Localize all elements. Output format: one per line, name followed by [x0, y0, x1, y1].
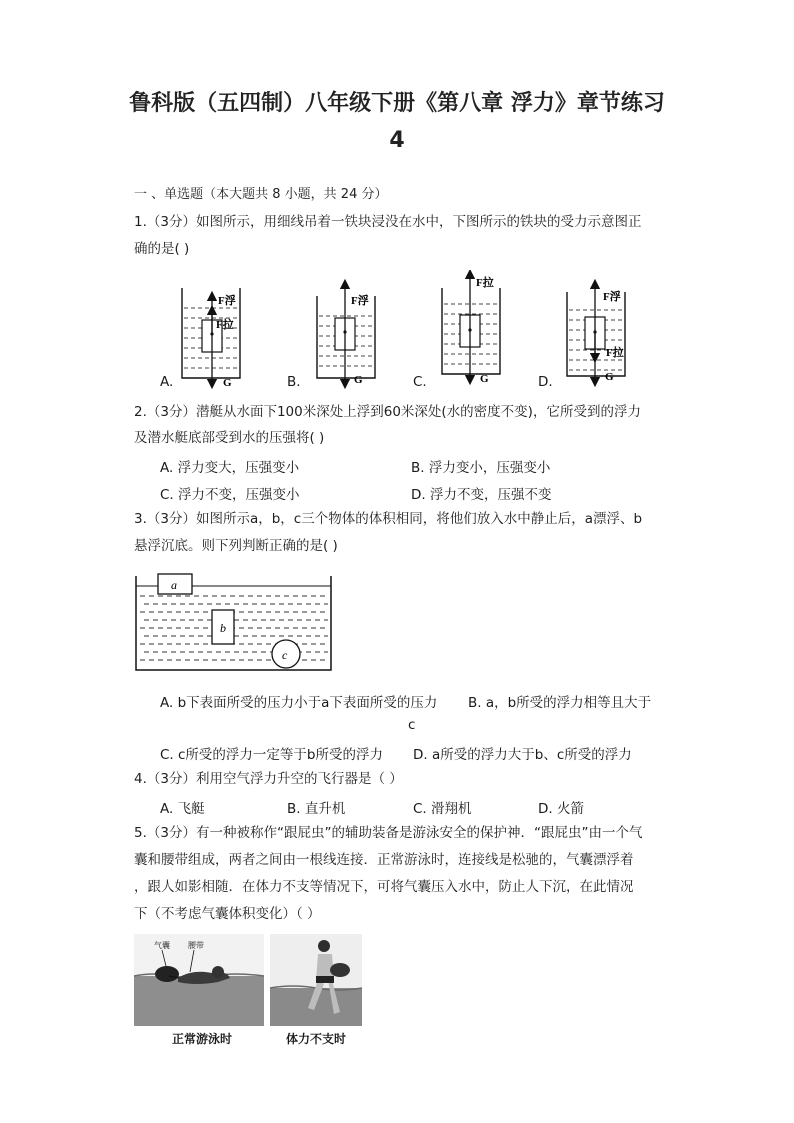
q1d-label-fpull: F拉 — [606, 347, 624, 359]
q1c-label-fpull: F拉 — [476, 277, 494, 289]
q5-caption-exhausted: 体力不支时 — [286, 1032, 347, 1046]
q2-option-a[interactable]: A. 浮力变大，压强变小 — [160, 460, 300, 476]
q4-option-d[interactable]: D. 火箭 — [538, 801, 584, 817]
q3-option-a[interactable]: A. b下表面所受的压力小于a下表面所受的压力 — [160, 695, 438, 711]
q2-stem-line2: 及潜水艇底部受到水的压强将( ) — [134, 430, 325, 446]
q1-option-c[interactable]: C. — [413, 374, 427, 390]
q1-diagram-d — [567, 284, 625, 383]
q5-stem-line3: ，跟人如影相随．在体力不支等情况下，可将气囊压入水中，防止人下沉，在此情况 — [134, 879, 634, 895]
q2-stem-line1: 2.（3分）潜艇从水面下100米深处上浮到60米深处(水的密度不变)，它所受到的浮力 — [134, 404, 641, 420]
q5-photo-swimming — [134, 934, 264, 1026]
q2-option-d[interactable]: D. 浮力不变，压强不变 — [411, 487, 552, 503]
q1-diagram-a — [182, 288, 240, 389]
q2-option-c[interactable]: C. 浮力不变，压强变小 — [160, 487, 300, 503]
q1c-label-g: G — [480, 373, 489, 385]
q1-diagram-b — [317, 284, 375, 386]
q1a-label-fbuoy: F浮 — [218, 295, 236, 307]
q1-option-b[interactable]: B. — [287, 374, 301, 390]
q3-option-b[interactable]: B. a，b所受的浮力相等且大于 — [468, 695, 652, 711]
q3-stem-line2: 悬浮沉底。则下列判断正确的是( ) — [134, 538, 338, 554]
q1-stem-line1: 1.（3分）如图所示，用细线吊着一铁块浸没在水中，下图所示的铁块的受力示意图正 — [134, 214, 642, 230]
q4-option-b[interactable]: B. 直升机 — [287, 801, 346, 817]
q1-figure — [150, 270, 650, 395]
q2-option-b[interactable]: B. 浮力变小，压强变小 — [411, 460, 551, 476]
q3-label-b: b — [220, 621, 226, 635]
page-title: 鲁科版（五四制）八年级下册《第八章 浮力》章节练习 — [129, 91, 665, 116]
q5-caption-normal: 正常游泳时 — [172, 1032, 233, 1046]
q1-diagram-c — [442, 274, 500, 385]
q3-label-c: c — [282, 648, 288, 662]
q4-option-a[interactable]: A. 飞艇 — [160, 801, 205, 817]
q3-option-d[interactable]: D. a所受的浮力大于b、c所受的浮力 — [413, 747, 632, 763]
section-header: 一 、单选题（本大题共 8 小题，共 24 分） — [134, 187, 388, 202]
q3-stem-line1: 3.（3分）如图所示a，b，c三个物体的体积相同，将他们放入水中静止后，a漂浮、b — [134, 511, 643, 527]
q3-figure — [134, 570, 334, 675]
q4-option-c[interactable]: C. 滑翔机 — [413, 801, 472, 817]
q4-stem: 4.（3分）利用空气浮力升空的飞行器是（ ） — [134, 771, 403, 787]
q1b-label-fbuoy: F浮 — [351, 295, 369, 307]
q5-label-belt: 腰带 — [188, 941, 204, 950]
q1a-label-fpull: F拉 — [216, 319, 234, 331]
q5-stem-line2: 囊和腰带组成，两者之间由一根线连接．正常游泳时，连接线是松驰的，气囊漂浮着 — [134, 852, 634, 868]
q5-stem-line4: 下（不考虑气囊体积变化）（ ） — [134, 906, 321, 922]
q3-option-b-line2: c — [408, 717, 416, 733]
q3-option-c[interactable]: C. c所受的浮力一定等于b所受的浮力 — [160, 747, 384, 763]
q5-label-airbag: 气囊 — [154, 941, 170, 950]
q1-option-d[interactable]: D. — [538, 374, 553, 390]
page-title-line2: 4 — [389, 128, 405, 153]
q1d-label-g: G — [605, 371, 614, 383]
q1a-label-g: G — [223, 377, 232, 389]
q5-photo-exhausted — [270, 934, 362, 1026]
q3-label-a: a — [171, 578, 177, 592]
q5-stem-line1: 5.（3分）有一种被称作“跟屁虫”的辅助装备是游泳安全的保护神．“跟屁虫”由一个气 — [134, 825, 643, 841]
q1-stem-line2: 确的是( ) — [134, 241, 190, 257]
q1-option-a[interactable]: A. — [160, 374, 174, 390]
q1d-label-fbuoy: F浮 — [603, 291, 621, 303]
q1b-label-g: G — [354, 374, 363, 386]
